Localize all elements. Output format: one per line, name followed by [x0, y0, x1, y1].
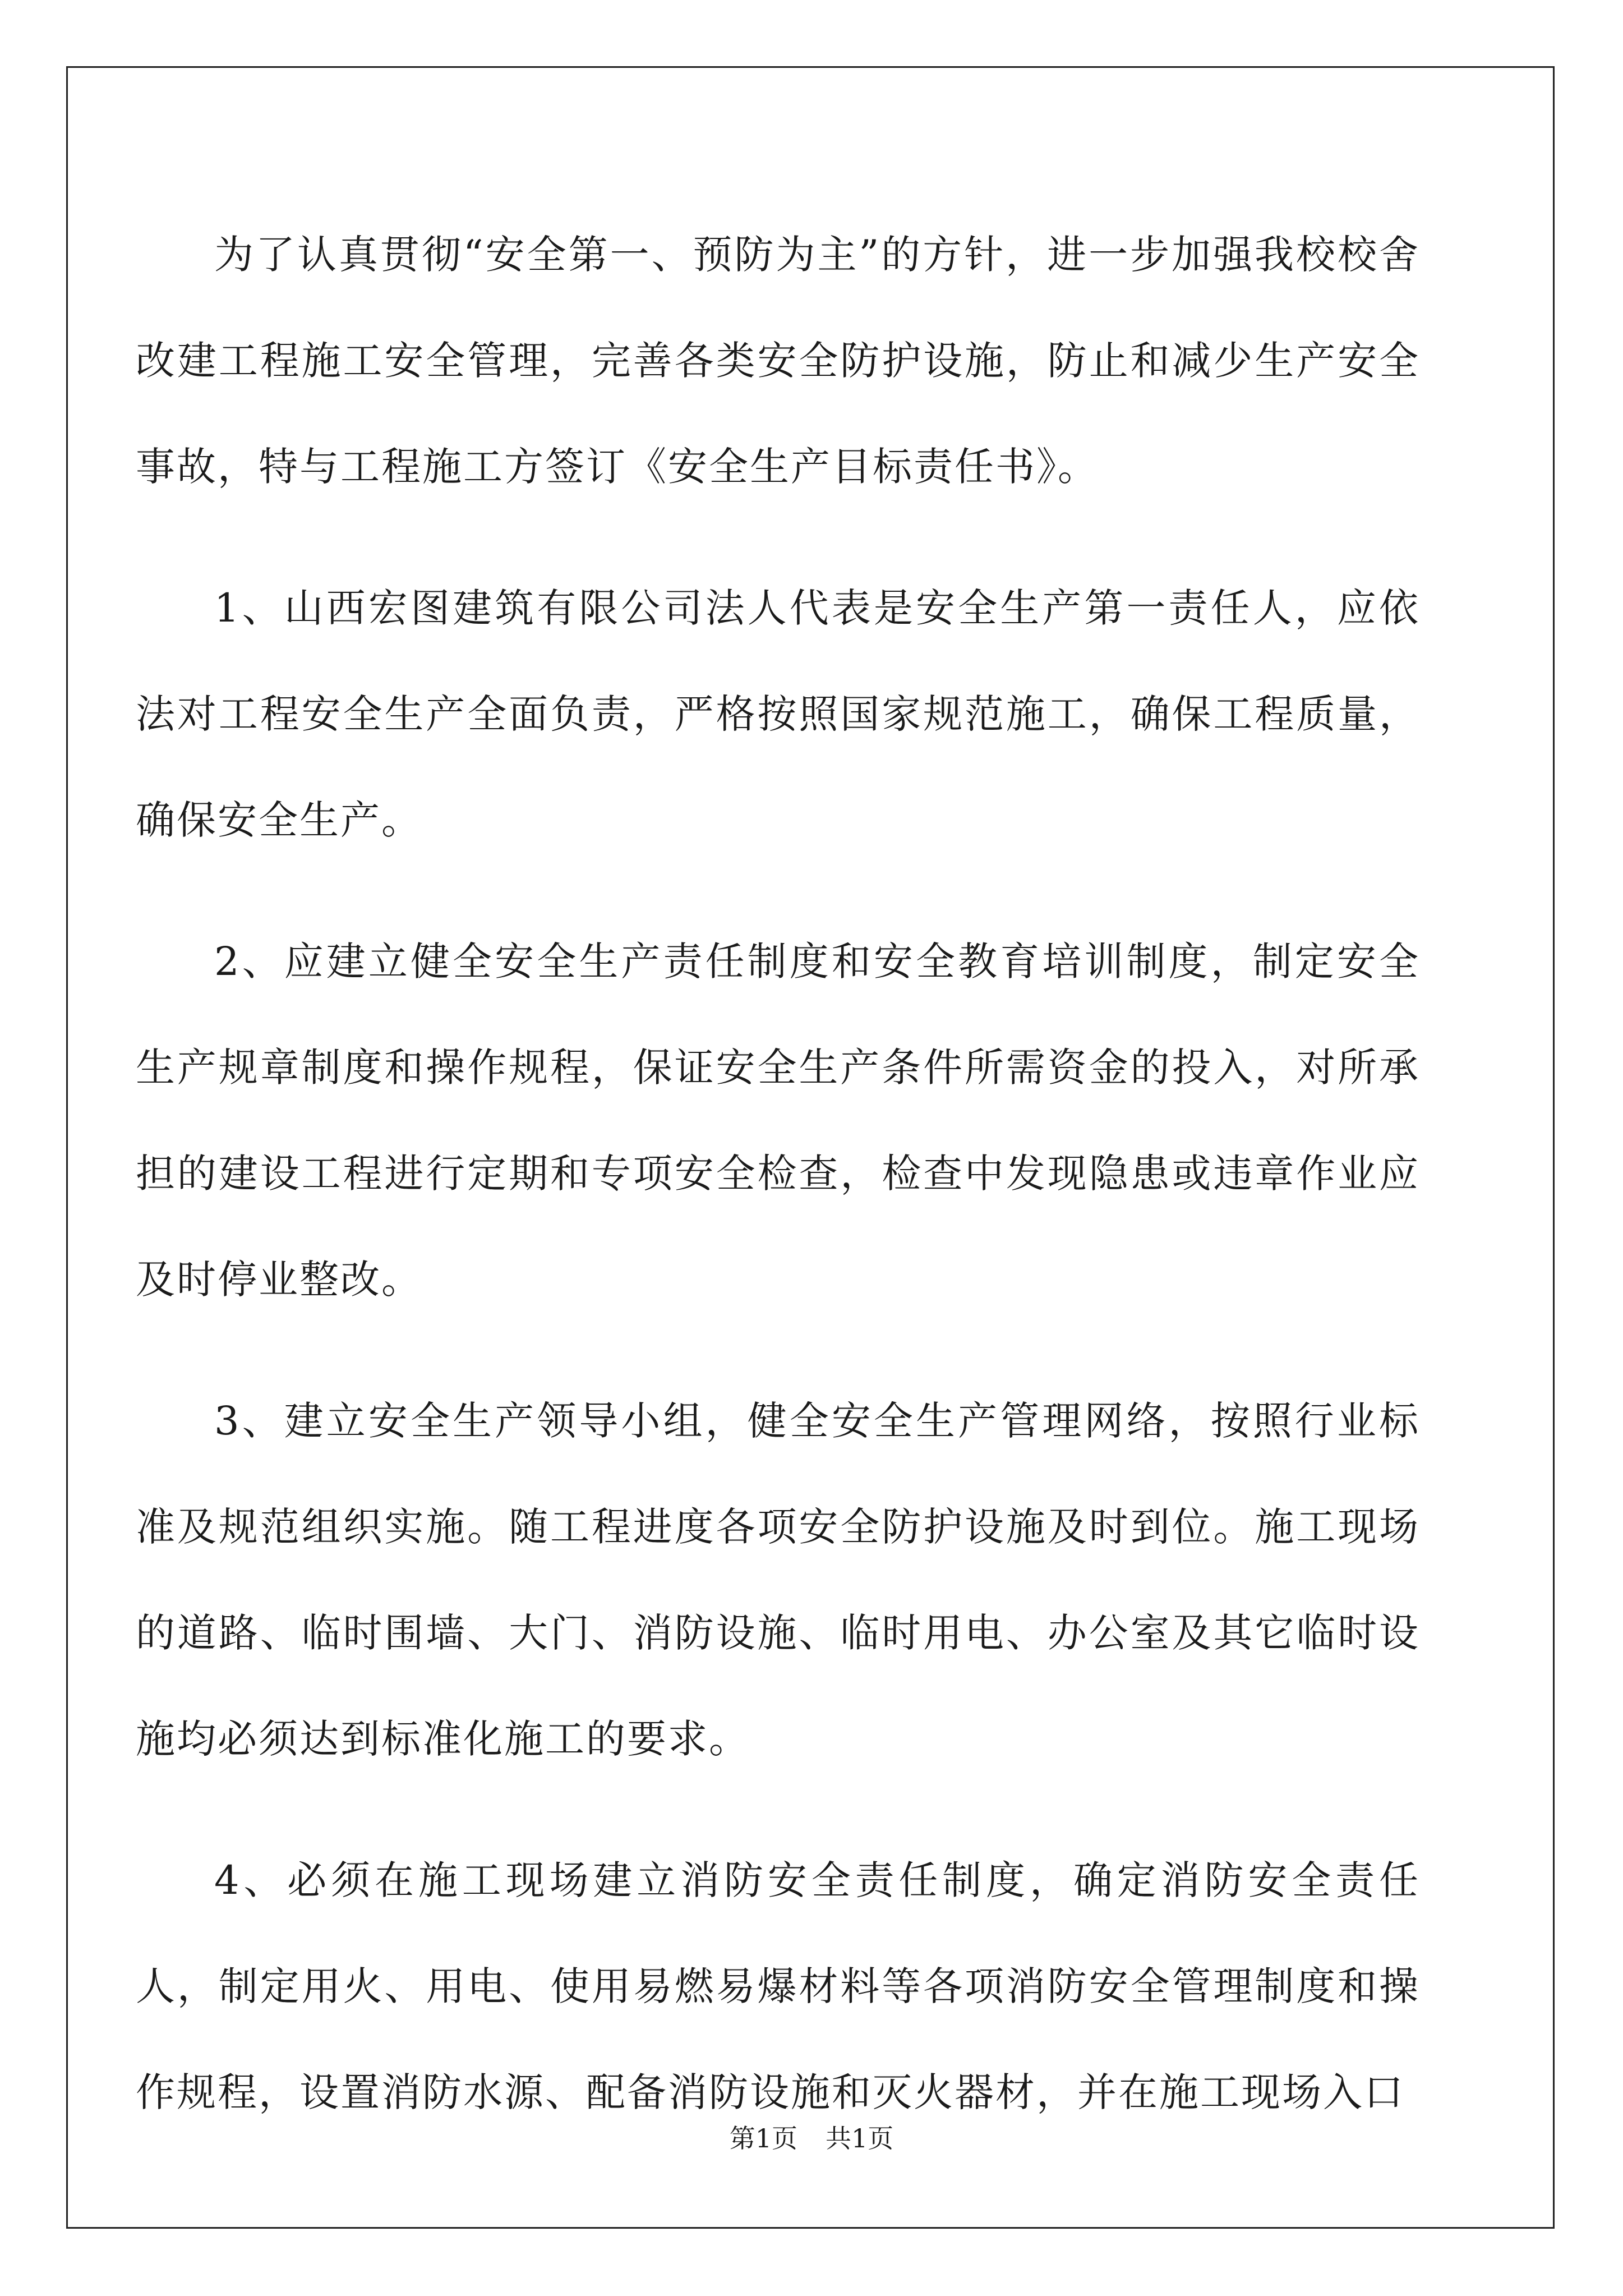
page-total: 共1页 — [826, 2123, 894, 2154]
paragraph-item-2: 2、应建立健全安全生产责任制度和安全教育培训制度，制定安全生产规章制度和操作规程，保证安全生产条件所需资金的投入，对所承担的建设工程进行定期和专项安全检查，检查中发现隐患或违章作业应及时停业整改。 — [136, 938, 1420, 1303]
document-body — [136, 202, 1420, 2146]
paragraph-intro: 为了认真贯彻“安全第一、预防为主”的方针，进一步加强我校校舍改建工程施工安全管理，完善各类安全防护设施，防止和减少生产安全事故，特与工程施工方签订《安全生产目标责任书》。 — [136, 232, 1420, 490]
paragraph-item-4: 4、必须在施工现场建立消防安全责任制度，确定消防安全责任人，制定用火、用电、使用易燃易爆材料等各项消防安全管理制度和操作规程，设置消防水源、配备消防设施和灭火器材，并在施工现场入口 — [136, 1857, 1420, 2115]
page-number: 第1页 — [729, 2123, 797, 2154]
paragraph-item-1: 1、山西宏图建筑有限公司法人代表是安全生产第一责任人，应依法对工程安全生产全面负责，严格按照国家规范施工，确保工程质量，确保安全生产。 — [136, 585, 1420, 843]
paragraph-item-3: 3、建立安全生产领导小组，健全安全生产管理网络，按照行业标准及规范组织实施。随工程进度各项安全防护设施及时到位。施工现场的道路、临时围墙、大门、消防设施、临时用电、办公室及其它临时设施均必须达到标准化施工的要求。 — [136, 1398, 1420, 1762]
page-footer — [0, 2122, 1623, 2155]
